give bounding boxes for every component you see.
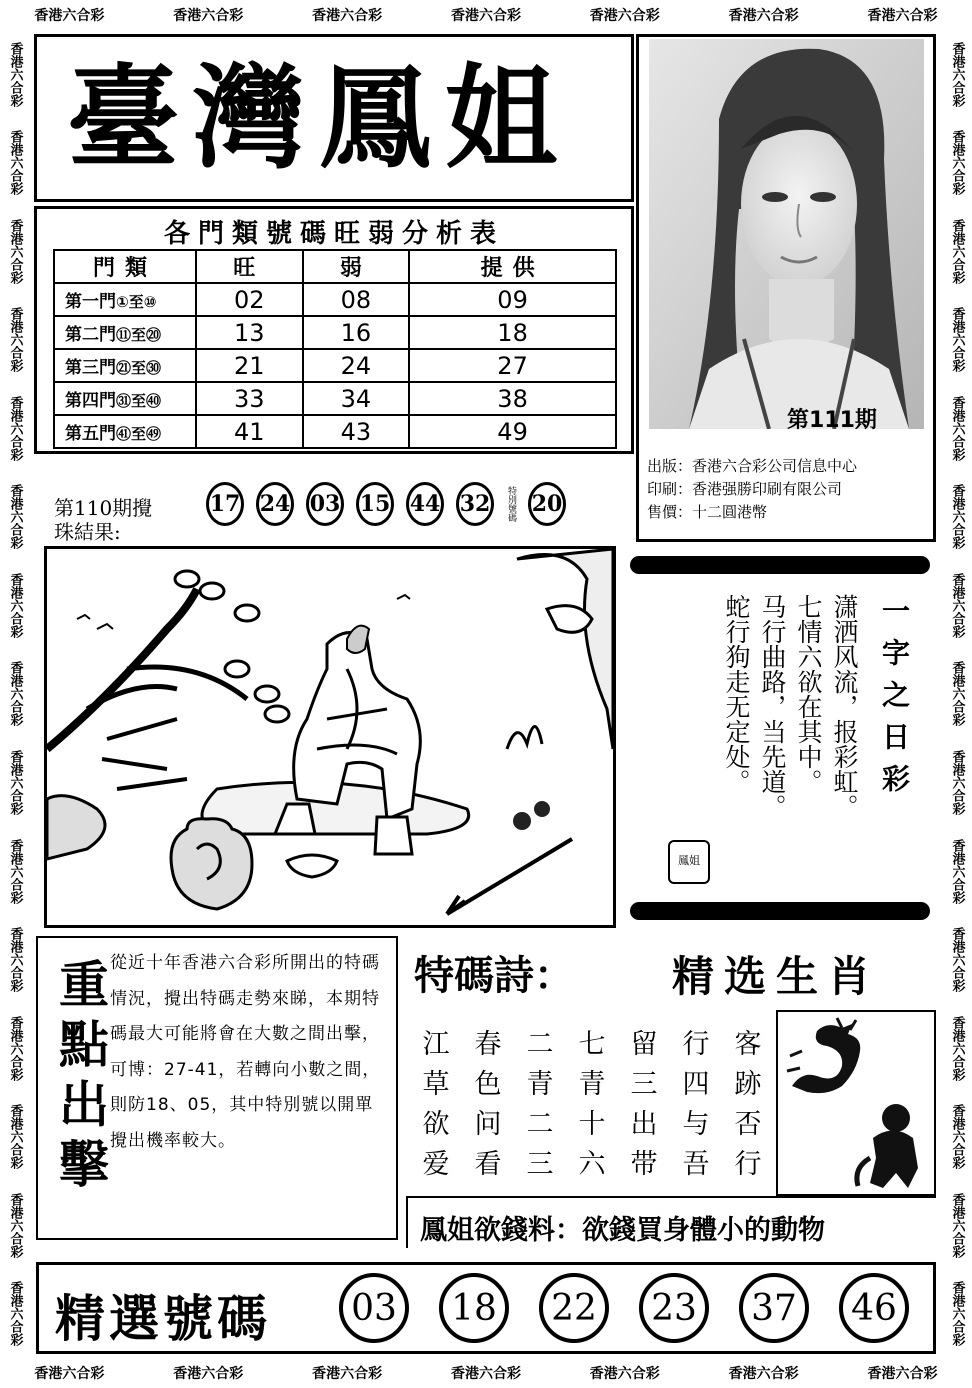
border-text: 香港六合彩: [589, 1366, 660, 1382]
results-label-line1: 第110期攪: [54, 496, 153, 520]
strong-cell: 33: [196, 382, 303, 415]
poem-grid: [410, 1022, 774, 1182]
poem-char: 留: [630, 1029, 658, 1060]
border-text: 香港六合彩: [7, 838, 23, 904]
offer-cell: 27: [409, 349, 616, 382]
offer-cell: 49: [409, 415, 616, 448]
door-range: ㉑至㉚: [116, 359, 162, 377]
border-text: 香港六合彩: [7, 307, 23, 373]
poem-char: 带: [630, 1149, 658, 1180]
door-label: 第五門: [65, 424, 116, 444]
border-text: 香港六合彩: [867, 1366, 938, 1382]
results-label-line2: 珠結果:: [54, 520, 121, 544]
selected-box: [36, 1262, 936, 1354]
door-range: ①至⑩: [116, 293, 157, 311]
selected-number: 23: [639, 1273, 709, 1343]
door-cell: [54, 415, 196, 448]
poem-char: 问: [474, 1109, 502, 1140]
border-text: 香港六合彩: [7, 927, 23, 993]
border-text: 香港六合彩: [312, 1366, 383, 1382]
one-word-title: 一字之日彩: [878, 596, 911, 806]
border-text: 香港六合彩: [173, 1366, 244, 1382]
selected-number: 22: [539, 1273, 609, 1343]
door-cell: [54, 382, 196, 415]
border-text: 香港六合彩: [34, 1366, 105, 1382]
poem-char: 七: [578, 1029, 606, 1060]
poem-char: 吾: [682, 1149, 710, 1180]
header-strong: 旺: [196, 250, 303, 283]
border-text: 香港六合彩: [949, 1104, 965, 1170]
photo-panel: [636, 34, 936, 542]
offer-cell: 38: [409, 382, 616, 415]
page-title: 臺灣鳳姐: [67, 53, 571, 184]
portrait-photo: [649, 39, 924, 429]
focus-box: [36, 936, 398, 1240]
door-cell: [54, 349, 196, 382]
door-label: 第二門: [65, 325, 116, 345]
strong-cell: 41: [196, 415, 303, 448]
analysis-box: [34, 206, 634, 454]
one-word-panel: [646, 574, 916, 902]
result-ball: 44: [406, 482, 444, 526]
offer-cell: 09: [409, 283, 616, 316]
border-text: 香港六合彩: [7, 750, 23, 816]
result-ball: 32: [456, 482, 494, 526]
strong-cell: 13: [196, 316, 303, 349]
border-text: 香港六合彩: [949, 1015, 965, 1081]
hint-text: 鳳姐欲錢料：欲錢買身體小的動物: [420, 1215, 825, 1246]
poem-char: 行: [734, 1149, 762, 1180]
poem-char: 春: [474, 1029, 502, 1060]
header-offer: 提供: [409, 250, 616, 283]
poem-char: 青: [578, 1069, 606, 1100]
top-border-strip: [0, 0, 972, 30]
selected-number: 37: [739, 1273, 809, 1343]
poem-title: 特碼詩：: [414, 952, 574, 999]
border-text: 香港六合彩: [7, 130, 23, 196]
border-text: 香港六合彩: [949, 41, 965, 107]
zodiac-box: [776, 1010, 936, 1196]
table-row: [54, 349, 616, 382]
border-text: 香港六合彩: [867, 8, 938, 24]
border-text: 香港六合彩: [949, 130, 965, 196]
strong-cell: 02: [196, 283, 303, 316]
border-text: 香港六合彩: [949, 1281, 965, 1347]
poem-char: 欲: [422, 1109, 450, 1140]
poem-char: 与: [682, 1109, 710, 1140]
poem-char: 色: [474, 1069, 502, 1100]
title-box: [34, 34, 634, 202]
results-balls: [206, 482, 566, 526]
stamp-icon: 鳳姐: [668, 840, 710, 884]
table-row: [54, 316, 616, 349]
one-word-line: 七情六欲在其中。: [794, 594, 823, 794]
selected-number: 46: [839, 1273, 909, 1343]
border-text: 香港六合彩: [949, 750, 965, 816]
border-text: 香港六合彩: [450, 8, 521, 24]
scroll-bottom-bar: [630, 902, 930, 920]
bottom-border-strip: [0, 1358, 972, 1388]
poem-char: 看: [474, 1149, 502, 1180]
border-text: 香港六合彩: [949, 218, 965, 284]
door-range: ㊶至㊾: [116, 425, 162, 443]
poem-char: 四: [682, 1069, 710, 1100]
header-weak: 弱: [303, 250, 410, 283]
weak-cell: 16: [303, 316, 410, 349]
monkey-icon: [848, 1098, 928, 1190]
focus-text: 從近十年香港六合彩所開出的特碼情況，攪出特碼走勢來睇，本期特碼最大可能將會在大數之間出擊，可博：27-41，若轉向小數之間，則防18、05，其中特別號以開單攪出機率較大。: [110, 953, 381, 1151]
poem-char: 草: [422, 1069, 450, 1100]
poem-subtitle: 精选生肖: [672, 952, 881, 1001]
poem-char: 二: [526, 1109, 554, 1140]
sage-illustration: [47, 549, 613, 925]
offer-cell: 18: [409, 316, 616, 349]
border-text: 香港六合彩: [7, 1015, 23, 1081]
border-text: 香港六合彩: [7, 572, 23, 638]
result-ball: 15: [356, 482, 394, 526]
table-row: [54, 283, 616, 316]
door-label: 第一門: [65, 292, 116, 312]
issue-number: 第111期: [787, 408, 877, 433]
border-text: 香港六合彩: [7, 41, 23, 107]
poem-char: 三: [630, 1069, 658, 1100]
analysis-title: 各門類號碼旺弱分析表: [163, 219, 504, 249]
border-text: 香港六合彩: [7, 661, 23, 727]
table-row: [54, 415, 616, 448]
table-row: [54, 382, 616, 415]
border-text: 香港六合彩: [949, 307, 965, 373]
poem-char: 六: [578, 1149, 606, 1180]
border-text: 香港六合彩: [949, 1192, 965, 1258]
selected-number: 18: [439, 1273, 509, 1343]
one-word-line: 马行曲路，当先道。: [758, 594, 787, 819]
door-label: 第四門: [65, 391, 116, 411]
border-text: 香港六合彩: [589, 8, 660, 24]
one-word-line: 潇洒风流，报彩虹。: [830, 594, 859, 819]
border-text: 香港六合彩: [949, 927, 965, 993]
result-ball: 03: [306, 482, 344, 526]
border-text: 香港六合彩: [7, 1192, 23, 1258]
poem-char: 否: [734, 1109, 762, 1140]
results-label: [54, 496, 152, 544]
border-text: 香港六合彩: [7, 1281, 23, 1347]
door-label: 第三門: [65, 358, 116, 378]
special-number-label: 特別號碼: [506, 486, 516, 522]
weak-cell: 08: [303, 283, 410, 316]
door-cell: [54, 316, 196, 349]
poem-char: 十: [578, 1109, 606, 1140]
analysis-table: [53, 249, 617, 449]
illustration-box: [44, 546, 616, 928]
poem-char: 客: [734, 1029, 762, 1060]
one-word-lines: [718, 594, 862, 819]
dragon-icon: [782, 1016, 872, 1098]
border-text: 香港六合彩: [949, 484, 965, 550]
price-line: 售價：十二圓港幣: [647, 503, 768, 521]
focus-title: 重點出擊: [51, 958, 110, 1198]
poem-char: 出: [630, 1109, 658, 1140]
poem-char: 三: [526, 1149, 554, 1180]
border-text: 香港六合彩: [949, 572, 965, 638]
border-text: 香港六合彩: [728, 1366, 799, 1382]
border-text: 香港六合彩: [949, 838, 965, 904]
door-range: ⑪至⑳: [116, 326, 162, 344]
hint-box: [406, 1196, 936, 1248]
one-word-line: 蛇行狗走无定处。: [722, 594, 751, 794]
poem-char: 跡: [734, 1069, 762, 1100]
selected-number: 03: [339, 1273, 409, 1343]
weak-cell: 34: [303, 382, 410, 415]
border-text: 香港六合彩: [173, 8, 244, 24]
scroll-top-bar: [630, 556, 930, 574]
poem-char: 爱: [422, 1149, 450, 1180]
poem-char: 江: [422, 1029, 450, 1060]
result-ball: 17: [206, 482, 244, 526]
border-text: 香港六合彩: [312, 8, 383, 24]
border-text: 香港六合彩: [7, 218, 23, 284]
poem-char: 二: [526, 1029, 554, 1060]
door-range: ㉛至㊵: [116, 392, 162, 410]
weak-cell: 43: [303, 415, 410, 448]
printer-line: 印刷：香港强勝印刷有限公司: [647, 480, 843, 498]
border-text: 香港六合彩: [34, 8, 105, 24]
publisher-line: 出版：香港六合彩公司信息中心: [647, 457, 858, 475]
poem-char: 青: [526, 1069, 554, 1100]
weak-cell: 24: [303, 349, 410, 382]
publisher-info: [647, 455, 857, 524]
border-text: 香港六合彩: [949, 395, 965, 461]
right-border-strip: [942, 30, 972, 1358]
door-cell: [54, 283, 196, 316]
poem-char: 行: [682, 1029, 710, 1060]
selected-numbers: [339, 1273, 909, 1343]
border-text: 香港六合彩: [7, 1104, 23, 1170]
selected-title: 精選號碼: [55, 1289, 271, 1348]
border-text: 香港六合彩: [450, 1366, 521, 1382]
special-ball: 20: [528, 482, 566, 526]
border-text: 香港六合彩: [7, 395, 23, 461]
result-ball: 24: [256, 482, 294, 526]
border-text: 香港六合彩: [949, 661, 965, 727]
border-text: 香港六合彩: [728, 8, 799, 24]
strong-cell: 21: [196, 349, 303, 382]
border-text: 香港六合彩: [7, 484, 23, 550]
left-border-strip: [0, 30, 30, 1358]
header-door: 門類: [54, 250, 196, 283]
